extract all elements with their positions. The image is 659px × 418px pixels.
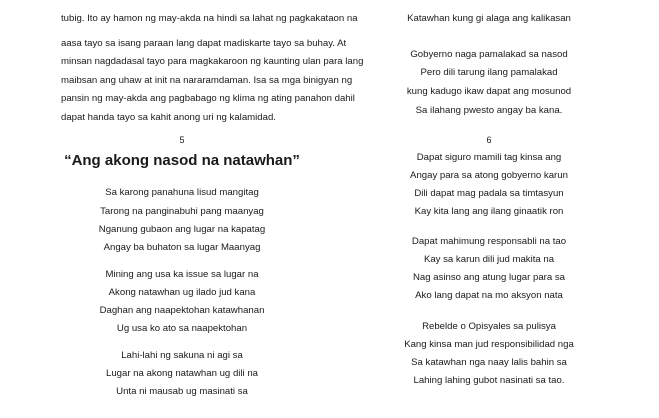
poem-line: Tarong na panginabuhi pang maanyag <box>100 206 264 217</box>
page-number: 5 <box>179 135 185 145</box>
poem-line: Angay para sa atong gobyerno karun <box>410 170 568 181</box>
poem-line: Angay ba buhaton sa lugar Maanyag <box>103 242 261 253</box>
paragraph-line: dapat handa tayo sa kahit anong uri ng kalamidad. <box>61 112 276 123</box>
paragraph-line: minsan nagdadasal tayo para magkakaroon ng kaunting ulan para lang <box>61 56 364 67</box>
poem-line: Ako lang dapat na mo aksyon nata <box>415 290 563 301</box>
poem-line: Unta ni mausab ug masinati sa <box>116 386 248 397</box>
poem-line: Kay kita lang ang ilang ginaatik ron <box>414 206 564 217</box>
poem-line: kung kadugo ikaw dapat ang mosunod <box>406 86 572 97</box>
poem-line: Daghan ang naapektohan katawhanan <box>99 305 265 316</box>
poem-line: Sa karong panahuna lisud mangitag <box>105 187 259 198</box>
paragraph-line: aasa tayo sa isang paraan lang dapat madiskarte tayo sa buhay. At <box>61 38 347 49</box>
poem-line: Katawhan kung gi alaga ang kalikasan <box>407 13 571 24</box>
poem-line: Pero dili tarung ilang pamalakad <box>420 67 558 78</box>
page-number: 6 <box>486 135 492 145</box>
poem-line: Lahing lahing gubot nasinati sa tao. <box>413 375 565 386</box>
poem-line: Ug usa ko ato sa naapektohan <box>116 323 248 334</box>
poem-line: Nag asinso ang atung lugar para sa <box>412 272 565 283</box>
poem-line: Sa ilahang pwesto angay ba kana. <box>415 105 563 116</box>
poem-title: “Ang akong nasod na natawhan” <box>64 152 300 169</box>
poem-line: Rebelde o Opisyales sa pulisya <box>422 321 556 332</box>
paragraph-line: pansin ng may-akda ang pagbabago ng klima ng ating panahon dahil <box>61 93 355 104</box>
poem-line: Sa katawhan nga naay lalis bahin sa <box>411 357 567 368</box>
paragraph-line: tubig. Ito ay hamon ng may-akda na hindi sa lahat ng pagkakataon na <box>61 13 358 24</box>
poem-line: Mining ang usa ka issue sa lugar na <box>105 269 259 280</box>
poem-line: Kay sa karun dili jud makita na <box>423 254 555 265</box>
poem-line: Akong natawhan ug ilado jud kana <box>108 287 256 298</box>
poem-line: Dapat siguro mamili tag kinsa ang <box>416 152 562 163</box>
poem-line: Dili dapat mag padala sa timtasyun <box>414 188 564 199</box>
poem-line: Dapat mahimung responsabli na tao <box>411 236 567 247</box>
poem-line: Kang kinsa man jud responsibilidad nga <box>404 339 574 350</box>
poem-line: Lugar na akong natawhan ug dili na <box>105 368 259 379</box>
poem-line: Nganung gubaon ang lugar na kapatag <box>98 224 266 235</box>
paragraph-line: maibsan ang uhaw at init na nararamdaman. Isa sa mga binigyan ng <box>61 75 353 86</box>
poem-line: Lahi-lahi ng sakuna ni agi sa <box>121 350 243 361</box>
right-page <box>319 0 638 418</box>
poem-line: Gobyerno naga pamalakad sa nasod <box>410 49 568 60</box>
